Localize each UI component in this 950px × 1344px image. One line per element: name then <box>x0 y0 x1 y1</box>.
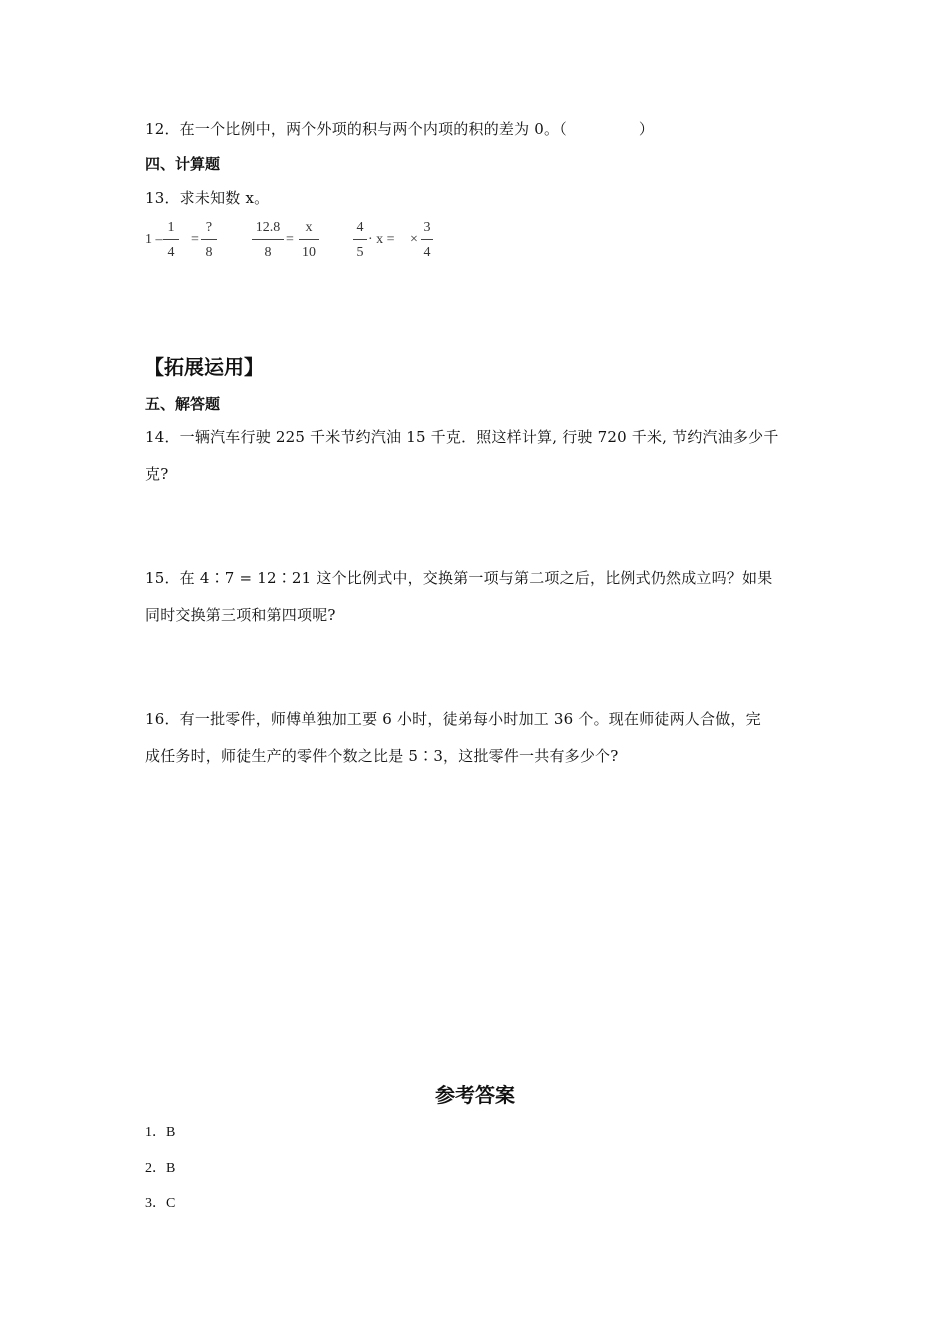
eq3-right-denominator: 4 <box>423 245 431 260</box>
eq3-right-numerator: 3 <box>423 220 431 235</box>
question-12-close: ） <box>638 120 655 138</box>
question-14-line-1: 14．一辆汽车行驶 225 千米节约汽油 15 千克．照这样计算, 行驶 720 千米, 节约汽油多少千 <box>145 428 779 446</box>
eq1-lead: 1 – <box>145 232 163 247</box>
question-15-line-1: 15．在 4∶7 = 12∶21 这个比例式中，交换第一项与第二项之后，比例式仍然成立吗？如果 <box>145 569 773 587</box>
eq2-fraction-bar <box>252 239 284 240</box>
answer-2: 2．B <box>145 1161 176 1176</box>
eq3-times: × <box>410 232 418 247</box>
eq1-equals: = <box>191 232 199 247</box>
eq1-right-denominator: 8 <box>205 245 213 260</box>
eq2-numerator: 12.8 <box>255 220 281 235</box>
question-12 <box>145 118 654 139</box>
question-16-line-2: 成任务时，师徒生产的零件个数之比是 5∶3，这批零件一共有多少个? <box>145 747 619 765</box>
question-15-line-2: 同时交换第三项和第四项呢? <box>145 606 336 624</box>
question-14-line-2: 克? <box>145 465 169 483</box>
eq2-right-fraction-bar <box>299 239 319 240</box>
eq2-right-numerator: x <box>305 220 313 235</box>
eq2-equals: = <box>286 232 294 247</box>
eq3-middle: · x = <box>368 232 395 247</box>
answer-1: 1．B <box>145 1125 176 1140</box>
eq1-fraction-bar <box>163 239 179 240</box>
eq3-right-fraction-bar <box>421 239 433 240</box>
eq1-denominator: 4 <box>167 245 175 260</box>
eq3-fraction-bar <box>353 239 367 240</box>
question-12-text: 12．在一个比例中，两个外项的积与两个内项的积的差为 0。（ <box>145 120 567 138</box>
eq1-right-numerator: ? <box>205 220 213 235</box>
question-13-prompt: 13．求未知数 x。 <box>145 189 270 207</box>
question-16-line-1: 16．有一批零件，师傅单独加工要 6 小时，徒弟每小时加工 36 个。现在师徒两人合做，完 <box>145 710 761 728</box>
expand-title: 【拓展运用】 <box>144 355 264 379</box>
answers-title: 参考答案 <box>435 1083 515 1107</box>
section-5-heading: 五、解答题 <box>145 395 221 413</box>
section-4-heading: 四、计算题 <box>145 155 221 173</box>
eq2-denominator: 8 <box>264 245 272 260</box>
eq3-numerator: 4 <box>356 220 364 235</box>
eq3-denominator: 5 <box>356 245 364 260</box>
eq1-numerator: 1 <box>167 220 175 235</box>
eq1-right-fraction-bar <box>201 239 217 240</box>
answer-3: 3．C <box>145 1196 176 1211</box>
eq2-right-denominator: 10 <box>302 245 316 260</box>
